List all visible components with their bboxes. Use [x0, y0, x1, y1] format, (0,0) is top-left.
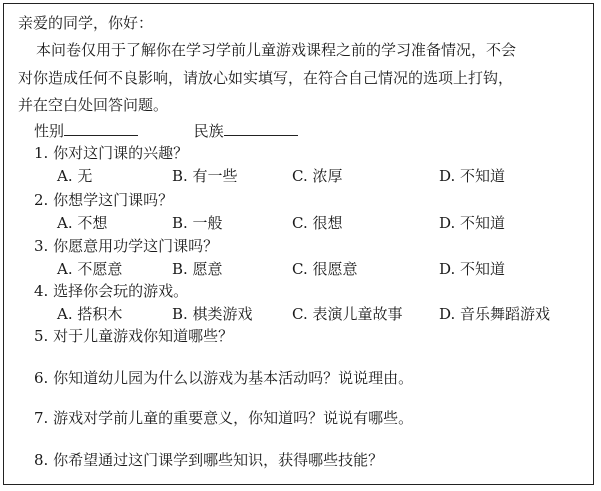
option-d[interactable]: D. 不知道 — [439, 260, 506, 278]
question-text: 5. 对于儿童游戏你知道哪些？ — [34, 327, 234, 345]
ethnicity-label: 民族 — [193, 122, 224, 140]
option-c[interactable]: C. 表演儿童故事 — [292, 305, 403, 323]
gender-blank[interactable] — [64, 123, 138, 136]
intro-line: 本问卷仅用于了解你在学习学前儿童游戏课程之前的学习准备情况，不会 — [36, 41, 517, 59]
option-d[interactable]: D. 不知道 — [439, 167, 506, 185]
ethnicity-blank[interactable] — [224, 123, 298, 136]
intro-line: 并在空白处回答问题。 — [18, 96, 169, 114]
question-text: 1. 你对这门课的兴趣？ — [34, 144, 189, 162]
intro-line: 对你造成任何不良影响，请放心如实填写，在符合自己情况的选项上打钩， — [18, 69, 514, 87]
option-c[interactable]: C. 很愿意 — [292, 260, 358, 278]
greeting: 亲爱的同学，你好： — [18, 14, 154, 32]
question-text: 8. 你希望通过这门课学到哪些知识，获得哪些技能？ — [34, 451, 384, 469]
option-d[interactable]: D. 音乐舞蹈游戏 — [439, 305, 551, 323]
option-c[interactable]: C. 浓厚 — [292, 167, 343, 185]
option-a[interactable]: A. 搭积木 — [57, 305, 123, 323]
gender-label: 性别 — [34, 122, 65, 140]
question-text: 3. 你愿意用功学这门课吗？ — [34, 237, 219, 255]
option-a[interactable]: A. 无 — [57, 167, 93, 185]
option-a[interactable]: A. 不愿意 — [57, 260, 123, 278]
option-b[interactable]: B. 愿意 — [172, 260, 223, 278]
option-b[interactable]: B. 棋类游戏 — [172, 305, 253, 323]
option-b[interactable]: B. 有一些 — [172, 167, 238, 185]
option-d[interactable]: D. 不知道 — [439, 214, 506, 232]
question-text: 2. 你想学这门课吗？ — [34, 191, 174, 209]
option-c[interactable]: C. 很想 — [292, 214, 343, 232]
question-text: 4. 选择你会玩的游戏。 — [34, 282, 189, 300]
question-text: 7. 游戏对学前儿童的重要意义，你知道吗？说说有哪些。 — [34, 409, 414, 427]
option-a[interactable]: A. 不想 — [57, 214, 108, 232]
questionnaire-frame — [3, 3, 594, 485]
question-text: 6. 你知道幼儿园为什么以游戏为基本活动吗？说说理由。 — [34, 369, 414, 387]
fields-row — [34, 123, 298, 139]
option-b[interactable]: B. 一般 — [172, 214, 223, 232]
